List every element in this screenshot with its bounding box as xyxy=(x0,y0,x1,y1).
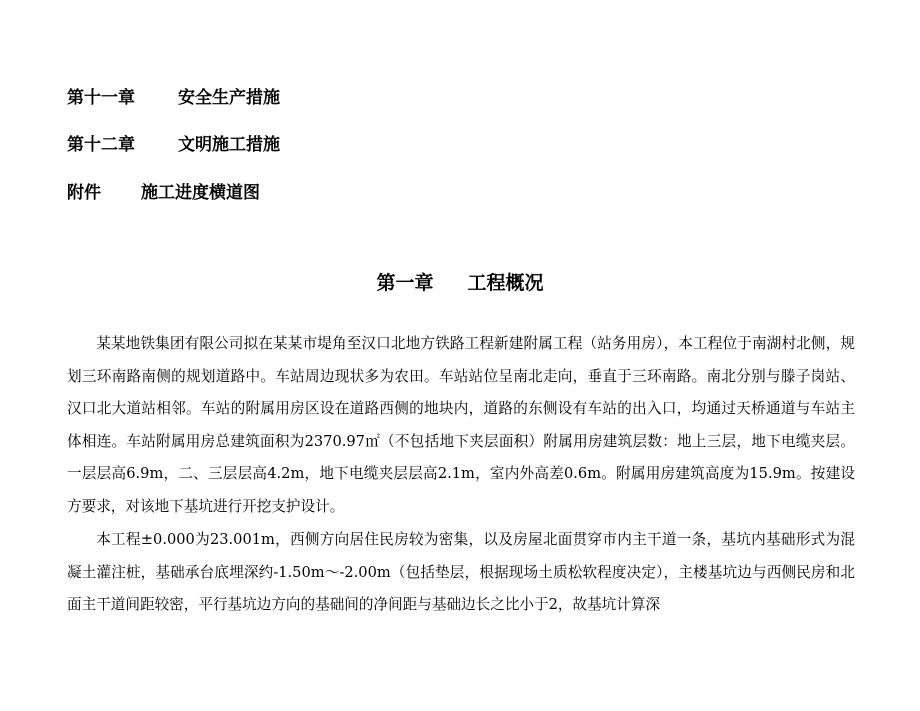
toc-entry-number: 第十二章 xyxy=(67,135,135,155)
toc-entry-chapter-12 xyxy=(67,134,280,156)
paragraph-text: 本工程±0.000为23.001m，西侧方向居住民房较为密集，以及房屋北面贯穿市内主干道一条，基坑内基础形式为混凝土灌注桩，基础承台底埋深约-1.50m～-2.00m（包括垫层，根据现场土质松软程度决定），主楼基坑边与西侧民房和北面主干道间距较密，平行基坑边方向的基础间的净间距与基础边长之比小于2，故基坑计算深 xyxy=(67,531,855,614)
toc-entry-title: 施工进度横道图 xyxy=(141,183,260,203)
toc-entry-title: 文明施工措施 xyxy=(178,135,280,155)
body-paragraph-foundation xyxy=(67,524,855,622)
chapter-title: 工程概况 xyxy=(467,272,544,294)
toc-entry-chapter-11 xyxy=(67,87,280,109)
toc-entry-number: 附件 xyxy=(67,183,101,203)
chapter-heading xyxy=(0,271,920,295)
toc-entry-attachment xyxy=(67,182,260,204)
chapter-number: 第一章 xyxy=(376,272,434,294)
body-paragraph-project-overview xyxy=(67,328,855,524)
paragraph-text: 某某地铁集团有限公司拟在某某市堤角至汉口北地方铁路工程新建附属工程（站务用房），本工程位于南湖村北侧，规划三环南路南侧的规划道路中。车站周边现状多为农田。车站站位呈南北走向，垂直于三环南路。南北分别与滕子岗站、汉口北大道站相邻。车站的附属用房区设在道路西侧的地块内，道路的东侧设有车站的出入口，均通过天桥通道与车站主体相连。车站附属用房总建筑面积为2370.97㎡（不包括地下夹层面积）附属用房建筑层数：地上三层，地下电缆夹层。一层层高6.9m，二、三层层高4.2m，地下电缆夹层层高2.1m，室内外高差0.6m。附属用房建筑高度为15.9m。按建设方要求，对该地下基坑进行开挖支护设计。 xyxy=(67,335,855,515)
toc-entry-number: 第十一章 xyxy=(67,88,135,108)
toc-entry-title: 安全生产措施 xyxy=(178,88,280,108)
